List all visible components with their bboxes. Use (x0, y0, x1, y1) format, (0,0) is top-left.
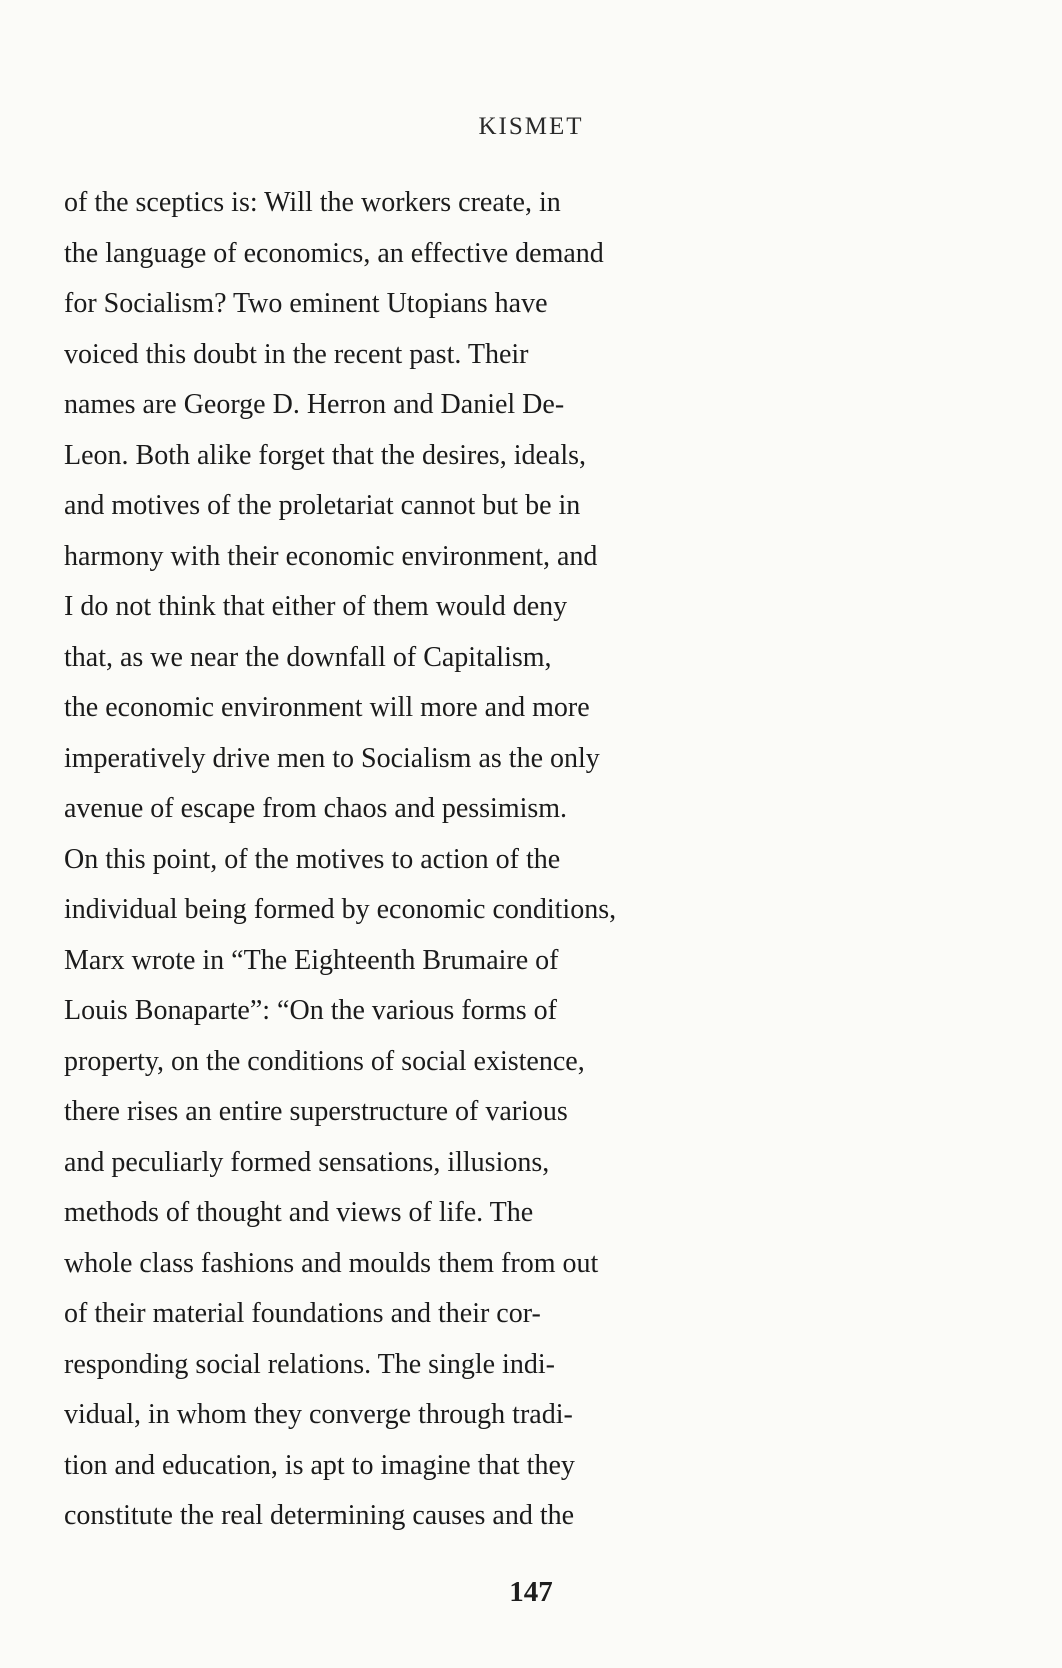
body-text (64, 178, 970, 1542)
text-line: of their material foundations and their cor- (64, 1298, 541, 1329)
text-line: names are George D. Herron and Daniel De- (64, 389, 565, 420)
text-line: individual being formed by economic conditions, (64, 894, 617, 925)
text-line: for Socialism? Two eminent Utopians have (64, 288, 548, 319)
text-line: On this point, of the motives to action of the (64, 843, 561, 875)
text-line: and peculiarly formed sensations, illusions, (64, 1146, 550, 1178)
text-line: Louis Bonaparte”: “On the various forms of (64, 995, 557, 1026)
text-line: voiced this doubt in the recent past. Their (64, 338, 529, 370)
text-line: I do not think that either of them would deny (64, 591, 568, 622)
text-line: whole class fashions and moulds them from out (64, 1247, 599, 1279)
text-line: the language of economics, an effective demand (64, 237, 604, 269)
text-line: constitute the real determining causes and the (64, 1500, 575, 1531)
text-line: Marx wrote in “The Eighteenth Brumaire of (64, 944, 559, 976)
text-line: and motives of the proletariat cannot but be in (64, 490, 581, 521)
running-head: KISMET (478, 113, 584, 140)
text-line: avenue of escape from chaos and pessimism. (64, 793, 568, 824)
text-line: vidual, in whom they converge through tradi- (64, 1399, 573, 1430)
text-line: the economic environment will more and more (64, 692, 590, 723)
text-line: responding social relations. The single indi- (64, 1348, 555, 1380)
text-line: tion and education, is apt to imagine that they (64, 1449, 575, 1481)
text-line: there rises an entire superstructure of various (64, 1096, 568, 1127)
text-line: that, as we near the downfall of Capitalism, (64, 641, 552, 673)
text-line: imperatively drive men to Socialism as the only (64, 742, 600, 774)
text-line: of the sceptics is: Will the workers create, in (64, 187, 561, 218)
text-line: Leon. Both alike forget that the desires, ideals, (64, 439, 587, 471)
page-number: 147 (509, 1576, 553, 1608)
text-line: property, on the conditions of social existence, (64, 1045, 585, 1077)
text-line: harmony with their economic environment, and (64, 540, 598, 572)
text-line: methods of thought and views of life. The (64, 1197, 534, 1228)
